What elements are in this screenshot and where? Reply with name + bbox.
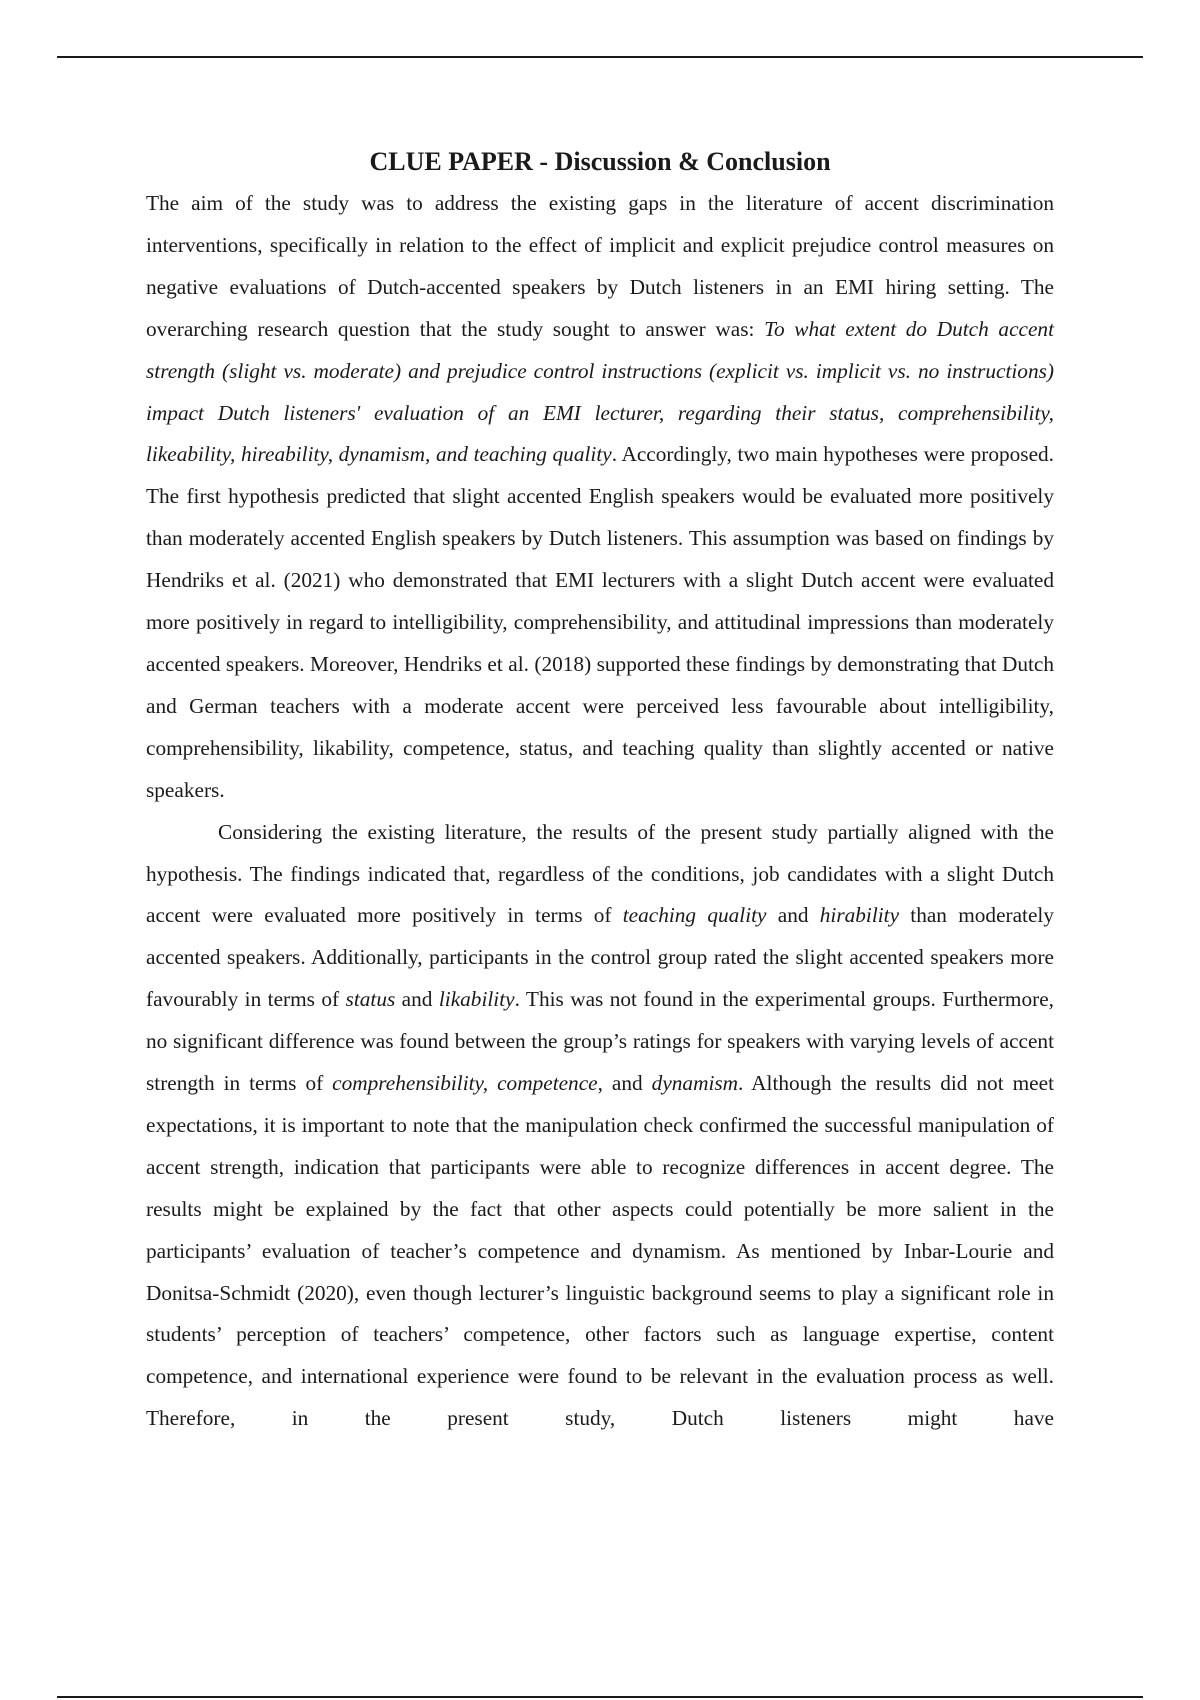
p2-italic-2: hirability: [819, 903, 900, 928]
page-title: CLUE PAPER - Discussion & Conclusion: [369, 147, 831, 176]
paragraph-1: [146, 183, 1054, 812]
bottom-rule: [57, 1696, 1143, 1698]
p2-text-7: . Although the results did not meet expectations, it is important to note that the manipulation check confirmed the successful manipulation of accent strength, indication that participants were able to recognize differences in accent degree. The results might be explained by the fact that other aspects could potentially be more salient in the participants’ evaluation of teacher’s competence and dynamism. As mentioned by Inbar-Lourie and Donitsa-Schmidt (2020), even though lecturer’s linguistic background seems to play a significant role in students’ perception of teachers’ competence, other factors such as language expertise, content competence, and international experience were found to be relevant in the evaluation process as well. Therefore, in the present study, Dutch listeners might have: [146, 1071, 1054, 1431]
p2-text-5: . This was not found in the experimental groups. Furthermore, no significant difference was found between the group’s ratings for speakers with varying levels of accent strength in terms of: [146, 987, 1054, 1096]
p2-text-4: and: [395, 987, 439, 1012]
p2-italic-1: teaching quality: [622, 903, 767, 928]
research-question: To what extent do Dutch accent strength (slight vs. moderate) and prejudice control instructions (explicit vs. implicit vs. no instructions) impact Dutch listeners' evaluation of an EMI lecturer, regarding their status, comprehensibility, likeability, hireability, dynamism, and teaching quality: [146, 316, 1054, 467]
p2-italic-4: likability: [438, 987, 515, 1012]
paragraph-1-text-a: The aim of the study was to address the existing gaps in the literature of accent discrimination interventions, specifically in relation to the effect of implicit and explicit prejudice control measures on negative evaluations of Dutch-accented speakers by Dutch listeners in an EMI hiring setting. The overarching research question that the study sought to answer was:: [146, 191, 1054, 341]
top-rule: [57, 56, 1143, 58]
p2-italic-5: comprehensibility, competence: [332, 1071, 598, 1096]
paragraph-1-text-b: . Accordingly, two main hypotheses were proposed. The first hypothesis predicted that slight accented English speakers would be evaluated more positively than moderately accented English speakers by Dutch listeners. This assumption was based on findings by Hendriks et al. (2021) who demonstrated that EMI lecturers with a slight Dutch accent were evaluated more positively in regard to intelligibility, comprehensibility, and attitudinal impressions than moderately accented speakers. Moreover, Hendriks et al. (2018) supported these findings by demonstrating that Dutch and German teachers with a moderate accent were perceived less favourable about intelligibility, comprehensibility, likability, competence, status, and teaching quality than slightly accented or native speakers.: [146, 442, 1054, 802]
p2-italic-6: dynamism: [651, 1071, 739, 1096]
p2-text-3: than moderately accented speakers. Additionally, participants in the control group rated the slight accented speakers more favourably in terms of: [146, 903, 1054, 1012]
paragraph-2: [146, 812, 1054, 1441]
p2-italic-3: status: [345, 987, 396, 1012]
p2-text-6: , and: [597, 1071, 652, 1096]
p2-text-1: Considering the existing literature, the results of the present study partially aligned with the hypothesis. The findings indicated that, regardless of the conditions, job candidates with a slight Dutch accent were evaluated more positively in terms of: [146, 819, 1054, 928]
document-page: [146, 142, 1054, 1440]
p2-text-2: and: [766, 903, 820, 928]
